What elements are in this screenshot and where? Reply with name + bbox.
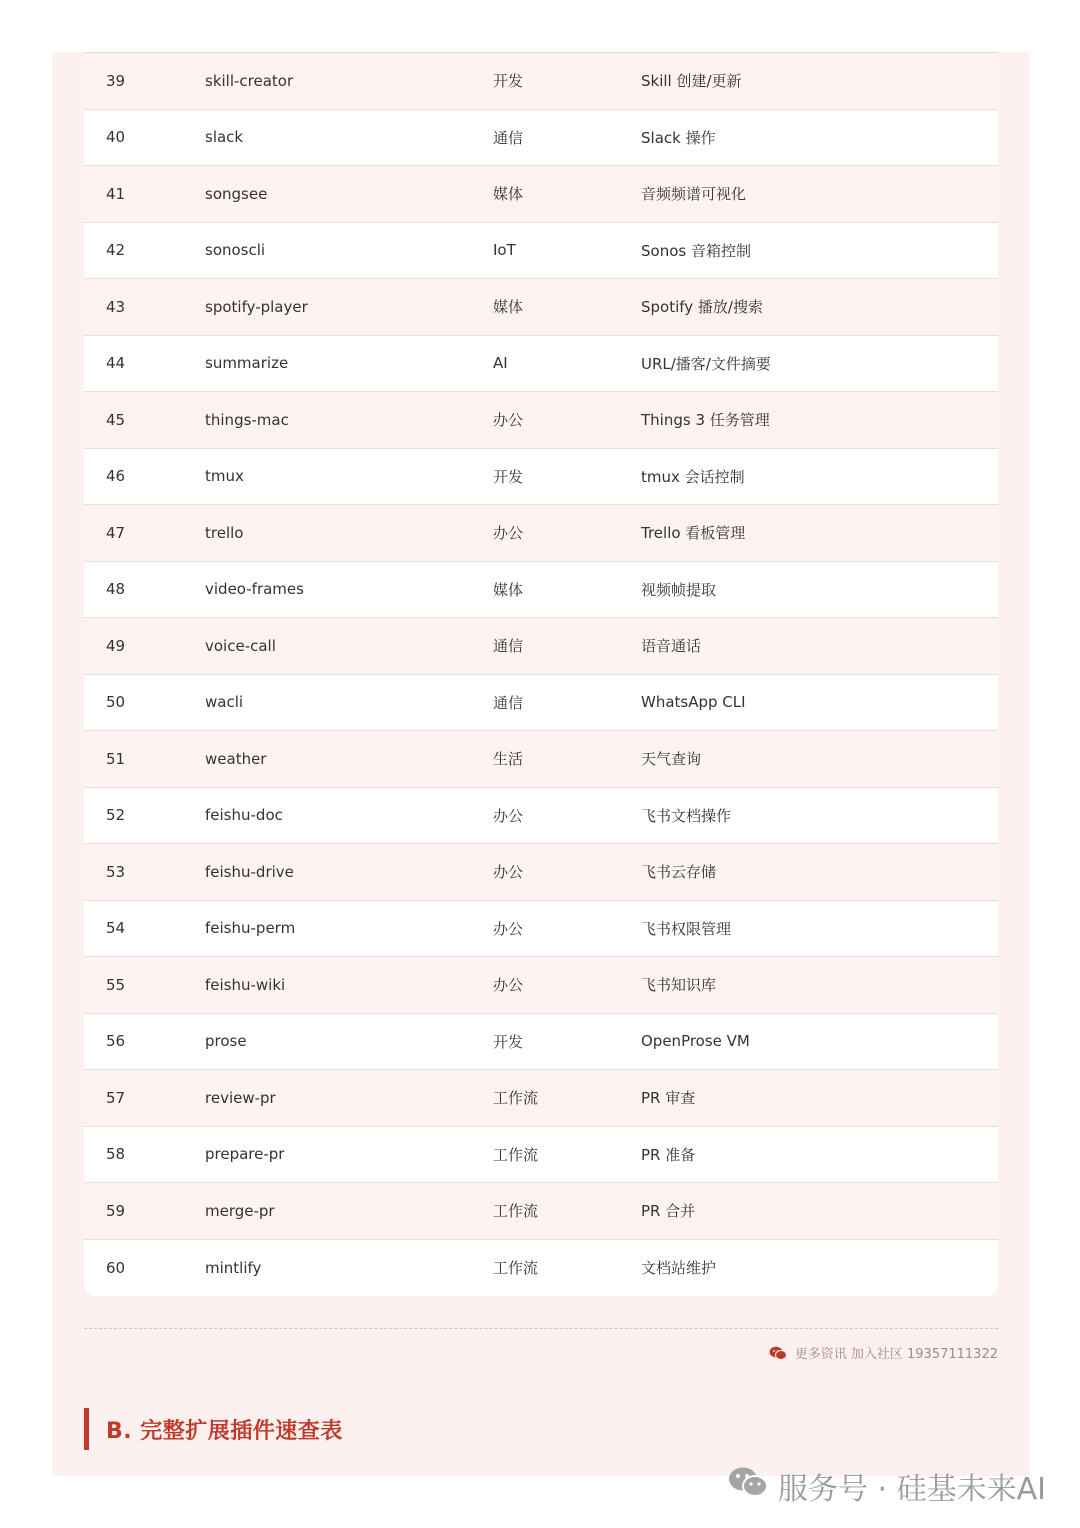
plugin-description: 视频帧提取 xyxy=(641,580,717,599)
contact-text: 更多资讯 加入社区 19357111322 xyxy=(794,1347,998,1362)
plugin-category: 工作流 xyxy=(493,1259,539,1278)
row-number: 51 xyxy=(106,749,126,768)
plugin-description: 飞书知识库 xyxy=(641,976,717,995)
plugin-category: 办公 xyxy=(493,863,524,882)
table-row xyxy=(84,1240,998,1297)
plugin-name: feishu-wiki xyxy=(205,975,286,994)
plugin-name: prepare-pr xyxy=(205,1145,285,1164)
plugin-description: WhatsApp CLI xyxy=(641,693,746,712)
table-row xyxy=(84,279,998,336)
plugin-category: 媒体 xyxy=(493,185,524,204)
plugin-name: weather xyxy=(205,749,267,768)
plugin-name: voice-call xyxy=(205,636,276,655)
plugin-category: 开发 xyxy=(493,72,524,91)
wechat-icon xyxy=(769,1346,787,1360)
section-title: B. 完整扩展插件速查表 xyxy=(106,1418,343,1444)
plugin-name: video-frames xyxy=(205,580,304,599)
row-number: 45 xyxy=(106,410,126,429)
watermark-text: 服务号 · 硅基未来AI xyxy=(778,1472,1046,1507)
plugin-description: Things 3 任务管理 xyxy=(641,411,770,430)
wechat-icon xyxy=(728,1466,768,1506)
dashed-divider xyxy=(84,1328,998,1329)
account-watermark xyxy=(728,1464,1046,1508)
plugin-category: 媒体 xyxy=(493,298,524,317)
plugin-description: URL/播客/文件摘要 xyxy=(641,354,771,373)
row-number: 58 xyxy=(106,1145,126,1164)
plugin-description: PR 合并 xyxy=(641,1202,696,1221)
plugin-name: tmux xyxy=(205,467,244,486)
plugin-category: 开发 xyxy=(493,1032,524,1051)
table-row xyxy=(84,618,998,675)
table-row xyxy=(84,1014,998,1071)
table-row xyxy=(84,675,998,732)
plugin-table xyxy=(84,52,998,1296)
plugin-category: AI xyxy=(493,354,508,373)
plugin-category: 办公 xyxy=(493,976,524,995)
plugin-category: 通信 xyxy=(493,693,524,712)
plugin-name: mintlify xyxy=(205,1258,262,1277)
row-number: 59 xyxy=(106,1201,126,1220)
plugin-category: 办公 xyxy=(493,411,524,430)
row-number: 50 xyxy=(106,693,126,712)
plugin-name: prose xyxy=(205,1032,247,1051)
plugin-name: things-mac xyxy=(205,410,289,429)
row-number: 47 xyxy=(106,523,126,542)
plugin-description: PR 准备 xyxy=(641,1145,696,1164)
plugin-category: 开发 xyxy=(493,467,524,486)
row-number: 57 xyxy=(106,1088,126,1107)
row-number: 55 xyxy=(106,975,126,994)
row-number: 44 xyxy=(106,354,126,373)
plugin-name: feishu-doc xyxy=(205,806,283,825)
table-row xyxy=(84,1070,998,1127)
plugin-category: 通信 xyxy=(493,128,524,147)
plugin-category: 生活 xyxy=(493,750,524,769)
table-row xyxy=(84,1127,998,1184)
row-number: 60 xyxy=(106,1258,126,1277)
section-accent-bar xyxy=(84,1408,89,1450)
plugin-category: 工作流 xyxy=(493,1145,539,1164)
row-number: 43 xyxy=(106,297,126,316)
plugin-name: sonoscli xyxy=(205,241,266,260)
plugin-description: OpenProse VM xyxy=(641,1032,750,1051)
plugin-category: 工作流 xyxy=(493,1089,539,1108)
table-row xyxy=(84,110,998,167)
plugin-name: merge-pr xyxy=(205,1201,275,1220)
plugin-description: 语音通话 xyxy=(641,637,702,656)
table-row xyxy=(84,53,998,110)
row-number: 53 xyxy=(106,862,126,881)
plugin-description: 飞书文档操作 xyxy=(641,806,732,825)
row-number: 39 xyxy=(106,71,126,90)
plugin-category: IoT xyxy=(493,241,516,260)
row-number: 54 xyxy=(106,919,126,938)
plugin-category: 工作流 xyxy=(493,1202,539,1221)
plugin-description: Sonos 音箱控制 xyxy=(641,241,751,260)
table-row xyxy=(84,392,998,449)
row-number: 42 xyxy=(106,241,126,260)
table-row xyxy=(84,844,998,901)
table-row xyxy=(84,223,998,280)
plugin-description: tmux 会话控制 xyxy=(641,467,745,486)
community-contact xyxy=(769,1343,998,1362)
plugin-description: Skill 创建/更新 xyxy=(641,72,742,91)
plugin-name: spotify-player xyxy=(205,297,308,316)
table-row xyxy=(84,562,998,619)
table-row xyxy=(84,901,998,958)
plugin-name: trello xyxy=(205,523,244,542)
table-row xyxy=(84,788,998,845)
plugin-description: 飞书权限管理 xyxy=(641,919,732,938)
plugin-name: skill-creator xyxy=(205,71,294,90)
row-number: 41 xyxy=(106,184,126,203)
plugin-name: summarize xyxy=(205,354,289,373)
table-row xyxy=(84,957,998,1014)
row-number: 52 xyxy=(106,806,126,825)
plugin-name: feishu-perm xyxy=(205,919,296,938)
plugin-description: 飞书云存储 xyxy=(641,863,717,882)
row-number: 49 xyxy=(106,636,126,655)
plugin-category: 通信 xyxy=(493,637,524,656)
plugin-description: Spotify 播放/搜索 xyxy=(641,298,763,317)
plugin-category: 办公 xyxy=(493,806,524,825)
plugin-name: feishu-drive xyxy=(205,862,294,881)
plugin-category: 办公 xyxy=(493,524,524,543)
plugin-name: review-pr xyxy=(205,1088,276,1107)
plugin-category: 办公 xyxy=(493,919,524,938)
table-row xyxy=(84,731,998,788)
plugin-description: PR 审查 xyxy=(641,1089,696,1108)
plugin-description: Slack 操作 xyxy=(641,128,716,147)
plugin-category: 媒体 xyxy=(493,580,524,599)
table-row xyxy=(84,336,998,393)
table-row xyxy=(84,449,998,506)
plugin-description: Trello 看板管理 xyxy=(641,524,746,543)
table-row xyxy=(84,166,998,223)
plugin-name: songsee xyxy=(205,184,268,203)
plugin-description: 音频频谱可视化 xyxy=(641,185,747,204)
table-row xyxy=(84,1183,998,1240)
section-heading xyxy=(84,1408,343,1450)
plugin-description: 天气查询 xyxy=(641,750,702,769)
row-number: 40 xyxy=(106,128,126,147)
document-page xyxy=(52,52,1029,1476)
plugin-description: 文档站维护 xyxy=(641,1259,717,1278)
row-number: 56 xyxy=(106,1032,126,1051)
table-row xyxy=(84,505,998,562)
row-number: 46 xyxy=(106,467,126,486)
plugin-name: wacli xyxy=(205,693,244,712)
row-number: 48 xyxy=(106,580,126,599)
plugin-name: slack xyxy=(205,128,244,147)
